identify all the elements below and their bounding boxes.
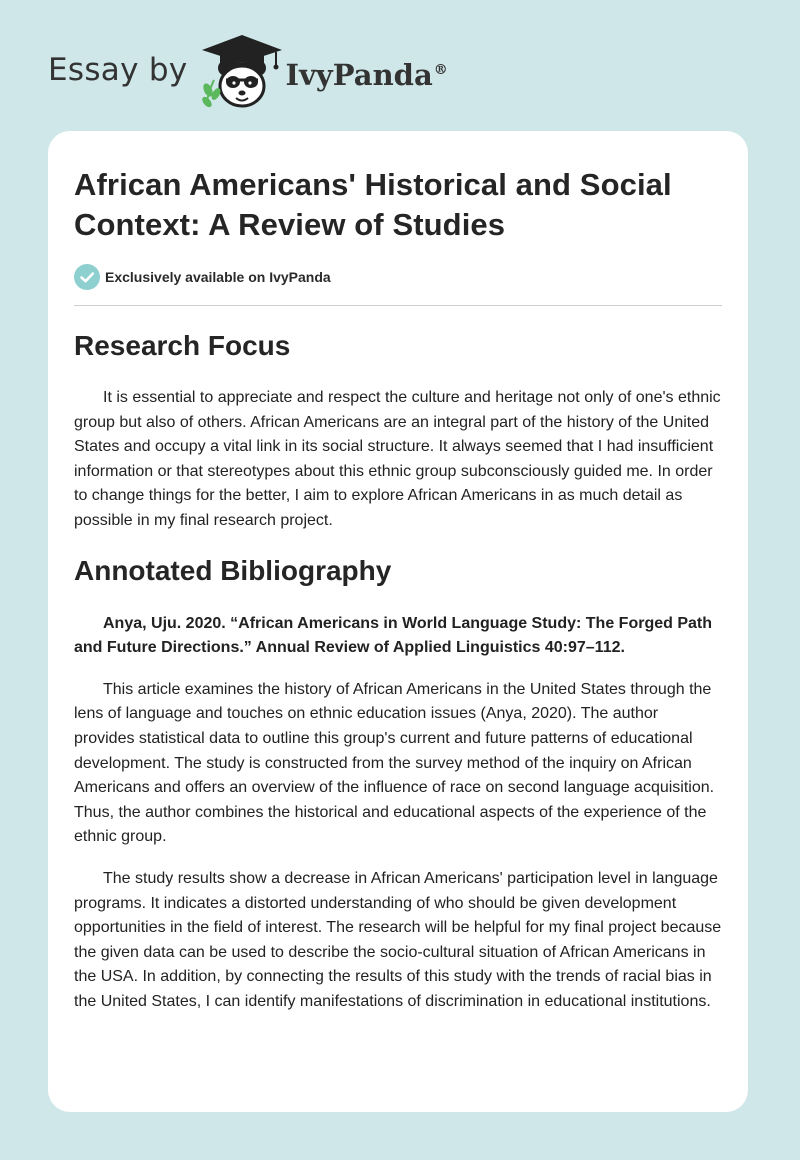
site-header bbox=[48, 32, 448, 112]
check-circle-icon bbox=[74, 264, 100, 290]
section-heading-annotated-bibliography: Annotated Bibliography bbox=[74, 554, 392, 586]
research-focus-paragraph: It is essential to appreciate and respect the culture and heritage not only of one's ethnic group but also of others. African Americans are an integral part of the history of the United States and occupy a vital link in its social structure. It always seemed that I had insufficient information or that stereotypes about this ethnic group subconsciously guided me. In order to change things for the better, I aim to explore African Americans in as much detail as possible in my final research project. bbox=[74, 389, 721, 529]
essay-by-label: Essay by bbox=[48, 52, 188, 88]
title-divider bbox=[74, 305, 722, 306]
bibliography-paragraph-2: The study results show a decrease in African Americans' participation level in language programs. It indicates a distorted understanding of who should be given development opportunities in the field of interest. The research will be helpful for my final project because the given data can be used to describe the socio-cultural situation of African Americans in the USA. In addition, by connecting the results of this study with the trends of racial bias in the United States, I can identify manifestations of discrimination in educational institutions. bbox=[74, 869, 722, 1010]
registered-mark: ® bbox=[433, 62, 448, 79]
section-heading-research-focus: Research Focus bbox=[74, 330, 291, 361]
ivypanda-wordmark[interactable] bbox=[286, 58, 448, 92]
exclusive-badge bbox=[74, 264, 722, 290]
exclusive-badge-text: Exclusively available on IvyPanda bbox=[105, 269, 331, 285]
bibliography-citation: Anya, Uju. 2020. “African Americans in World Language Study: The Forged Path and Future Directions.” Annual Review of Applied Linguistics 40:97–112. bbox=[74, 614, 712, 657]
essay-content bbox=[74, 165, 722, 1014]
essay-card bbox=[48, 131, 748, 1112]
panda-graduate-logo-icon[interactable] bbox=[196, 32, 288, 112]
essay-title: African Americans' Historical and Social Context: A Review of Studies bbox=[74, 167, 672, 242]
brand-name-text: IvyPanda bbox=[285, 58, 433, 92]
bibliography-paragraph-1: This article examines the history of African Americans in the United States through the lens of language and touches on ethnic education issues (Anya, 2020). The author provides statistical data to outline this group's current and future patterns of educational development. The study is constructed from the survey method of the inquiry on African Americans and offers an overview of the influence of race on second language acquisition. Thus, the author combines the historical and educational aspects of the experience of the ethnic group. bbox=[74, 680, 715, 846]
